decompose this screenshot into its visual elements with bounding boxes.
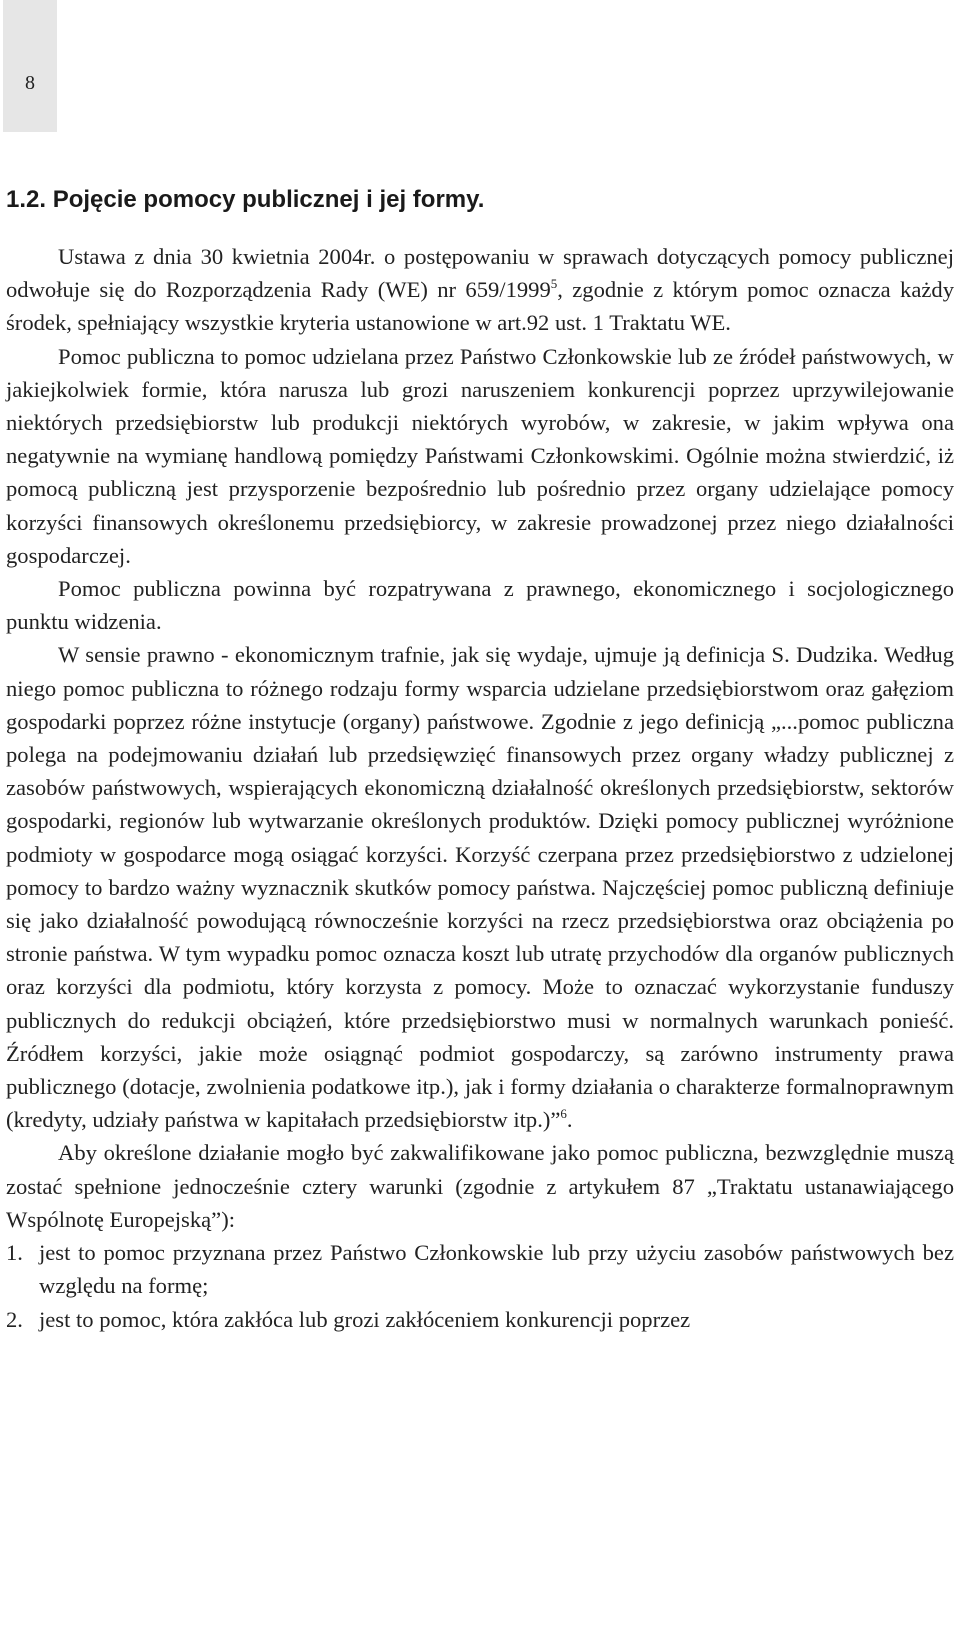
list-item: [6, 1303, 954, 1336]
page-number-tab: [3, 0, 57, 132]
list-item-number: 1.: [6, 1240, 23, 1266]
page-number: 8: [25, 72, 35, 94]
paragraph-4-text-after: .: [566, 1107, 573, 1133]
body-text: [6, 240, 954, 1336]
list-item-text: jest to pomoc przyznana przez Państwo Członkowskie lub przy użyciu zasobów państwowych bez względu na formę;: [39, 1240, 954, 1299]
footnote-ref-6: 6: [560, 1106, 567, 1122]
list-item: [6, 1236, 954, 1302]
paragraph-4: [6, 638, 954, 1136]
paragraph-1-text-after: , zgodnie z którym pomoc oznacza każdy środek, spełniający wszystkie kryteria ustanowione w art.92 ust. 1 Traktatu WE.: [6, 277, 955, 336]
paragraph-4-text-before: W sensie prawno - ekonomicznym trafnie, jak się wydaje, ujmuje ją definicja S. Dudzika. Według niego pomoc publiczna to różnego rodzaju formy wsparcia udzielane przedsiębiorstwom oraz gałęziom gospodarki poprzez różne instytucje (organy) państwowe. Zgodnie z jego definicją „...pomoc publiczna polega na podejmowaniu działań lub przedsięwzięć finansowych przez organy władzy publicznej z zasobów państwowych, wspierających ekonomiczną działalność określonych przedsiębiorstw, sektorów gospodarki, regionów lub wytwarzanie określonych produktów. Dzięki pomocy publicznej wyróżnione podmioty w gospodarce mogą osiągać korzyści. Korzyść czerpana przez przedsiębiorstwo z udzielonej pomocy to bardzo ważny wyznacznik skutków pomocy państwa. Najczęściej pomoc publiczną definiuje się jako działalność powodującą równocześnie korzyści na rzecz przedsiębiorstwa oraz obciążenia po stronie państwa. W tym wypadku pomoc oznacza koszt lub utratę przychodów dla organów publicznych oraz korzyści dla podmiotu, który korzysta z pomocy. Może to oznaczać wykorzystanie funduszy publicznych do redukcji obciążeń, które przedsiębiorstwo musi w normalnych warunkach ponieść. Źródłem korzyści, jakie może osiągnąć podmiot gospodarczy, są zarówno instrumenty prawa publicznego (dotacje, zwolnienia podatkowe itp.), jak i formy działania o charakterze formalnoprawnym (kredyty, udziały państwa w kapitałach przedsiębiorstw itp.)”: [6, 642, 954, 1133]
list-item-number: 2.: [6, 1306, 23, 1332]
list-item-text: jest to pomoc, która zakłóca lub grozi zakłóceniem konkurencji poprzez: [39, 1306, 691, 1332]
paragraph-5: Aby określone działanie mogło być zakwalifikowane jako pomoc publiczna, bezwzględnie muszą zostać spełnione jednocześnie cztery warunki (zgodnie z artykułem 87 „Traktatu ustanawiającego Wspólnotę Europejską”):: [6, 1140, 954, 1232]
paragraph-2: Pomoc publiczna to pomoc udzielana przez Państwo Członkowskie lub ze źródeł państwowych, w jakiejkolwiek formie, która narusza lub grozi naruszeniem konkurencji poprzez uprzywilejowanie niektórych przedsiębiorstw lub produkcji niektórych wyrobów, w zakresie, w jakim wpływa ona negatywnie na wymianę handlową pomiędzy Państwami Członkowskimi. Ogólnie można stwierdzić, iż pomocą publiczną jest przysporzenie bezpośrednio lub pośrednio przez organy udzielające pomocy korzyści finansowych określonemu przedsiębiorcy, w zakresie prowadzonej przez niego działalności gospodarczej.: [6, 343, 954, 568]
conditions-list: [6, 1236, 954, 1336]
paragraph-1: [6, 240, 954, 340]
paragraph-3: Pomoc publiczna powinna być rozpatrywana z prawnego, ekonomicznego i socjologicznego punktu widzenia.: [6, 576, 954, 635]
paragraph-1-text-before: Ustawa z dnia 30 kwietnia 2004r. o postępowaniu w sprawach dotyczących pomocy publicznej odwołuje się do Rozporządzenia Rady (WE) nr 659/1999: [6, 244, 954, 303]
section-heading: 1.2. Pojęcie pomocy publicznej i jej formy.: [6, 186, 485, 213]
footnote-ref-5: 5: [550, 276, 558, 292]
